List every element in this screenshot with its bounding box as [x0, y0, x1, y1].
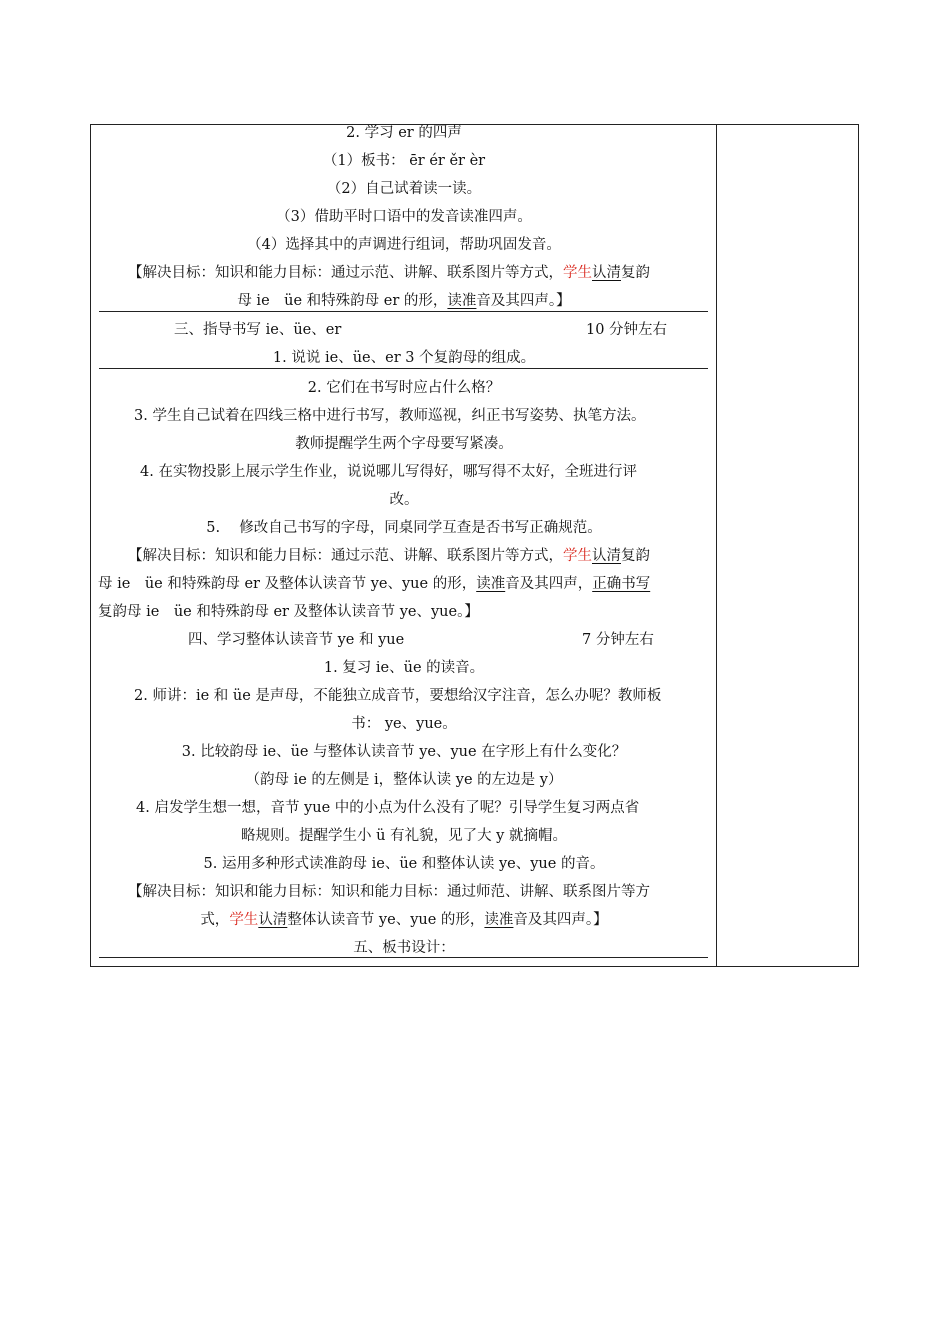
s3-goal-line-1	[128, 546, 740, 566]
s2-goal-line-1	[128, 263, 740, 283]
s4-line-2: 2. 师讲：ie 和 üe 是声母，不能独立成音节，要想给汉字注音，怎么办呢？教师板	[134, 688, 662, 704]
goal-highlight: 学生	[563, 265, 592, 281]
goal-underline: 认清	[258, 912, 288, 928]
s3-line-2: 2. 它们在书写时应占什么格？	[307, 380, 501, 396]
goal-text: 【解决目标：知识和能力目标：通过示范、讲解、联系图片等方式，	[128, 265, 563, 281]
s3-line-4: 教师提醒学生两个字母要写紧凑。	[295, 436, 513, 452]
goal-text: 音及其四声，	[505, 576, 593, 592]
s4-line-4: 3. 比较韵母 ie、üe 与整体认读音节 ye、yue 在字形上有什么变化？	[181, 744, 627, 760]
goal-text: 复韵	[621, 265, 650, 281]
goal-text: 整体认读音节 ye、yue 的形，	[287, 912, 485, 928]
s4-line-6: 4. 启发学生想一想，音节 yue 中的小点为什么没有了呢？引导学生复习两点省	[136, 800, 640, 816]
goal-highlight: 学生	[229, 912, 259, 928]
s3-time: 10 分钟左右	[586, 322, 668, 338]
goal-text: 音及其四声。】	[476, 293, 571, 309]
s3-line-6: 改。	[389, 492, 419, 508]
s2-line-3: （3）借助平时口语中的发音读准四声。	[276, 209, 532, 225]
section-rule	[99, 311, 708, 312]
s3-line-1: 1. 说说 ie、üe、er 3 个复韵母的组成。	[272, 350, 536, 366]
s3-line-5: 4. 在实物投影上展示学生作业，说说哪儿写得好，哪写得不太好，全班进行评	[140, 464, 637, 480]
s2-goal-line-2	[98, 291, 710, 311]
goal-underline: 读准	[476, 576, 506, 592]
goal-text: 复韵	[621, 548, 650, 564]
goal-text: 母 ie üe 和特殊韵母 er 及整体认读音节 ye、yue 的形，	[98, 576, 477, 592]
goal-text: 母 ie üe 和特殊韵母 er 的形，	[237, 293, 448, 309]
s2-line-4: （4）选择其中的声调进行组词，帮助巩固发音。	[247, 237, 561, 253]
goal-underline: 读准	[447, 293, 477, 309]
s2-line-2: （2）自己试着读一读。	[326, 181, 482, 197]
goal-underline: 读准	[484, 912, 514, 928]
s4-time: 7 分钟左右	[582, 632, 654, 648]
section-rule	[99, 368, 708, 369]
s4-line-7: 略规则。提醒学生小 ü 有礼貌，见了大 y 就摘帽。	[241, 828, 567, 844]
s4-title: 四、学习整体认读音节 ye 和 yue	[188, 632, 405, 648]
s5-title: 五、板书设计：	[353, 940, 455, 956]
s4-goal-line-1: 【解决目标：知识和能力目标：知识和能力目标：通过师范、讲解、联系图片等方	[128, 884, 650, 900]
goal-underline: 认清	[592, 548, 621, 564]
goal-underline: 认清	[592, 265, 621, 281]
s4-line-3: 书： ye、yue。	[351, 716, 457, 732]
goal-underline: 正确书写	[592, 576, 651, 592]
goal-text: 音及其四声。】	[513, 912, 608, 928]
s3-goal-line-2	[98, 574, 710, 594]
goal-text: 式，	[200, 912, 230, 928]
s4-line-8: 5. 运用多种形式读准韵母 ie、üe 和整体认读 ye、yue 的音。	[203, 856, 605, 872]
section-rule	[99, 957, 708, 958]
goal-text: 【解决目标：知识和能力目标：通过示范、讲解、联系图片等方式，	[128, 548, 563, 564]
s2-title: 2. 学习 er 的四声	[346, 125, 462, 141]
s3-line-7: 5. 修改自己书写的字母，同桌同学互查是否书写正确规范。	[206, 520, 602, 536]
goal-highlight: 学生	[563, 548, 592, 564]
s3-goal-line-3: 复韵母 ie üe 和特殊韵母 er 及整体认读音节 ye、yue。】	[98, 604, 479, 620]
s4-line-5: （韵母 ie 的左侧是 i，整体认读 ye 的左边是 y）	[245, 772, 563, 788]
s3-title: 三、指导书写 ie、üe、er	[174, 322, 342, 338]
s4-goal-line-2	[98, 910, 710, 930]
s4-line-1: 1. 复习 ie、üe 的读音。	[323, 660, 485, 676]
s2-line-1: （1）板书： ēr ér ěr èr	[322, 153, 486, 169]
s3-line-3: 3. 学生自己试着在四线三格中进行书写，教师巡视，纠正书写姿势、执笔方法。	[134, 408, 646, 424]
